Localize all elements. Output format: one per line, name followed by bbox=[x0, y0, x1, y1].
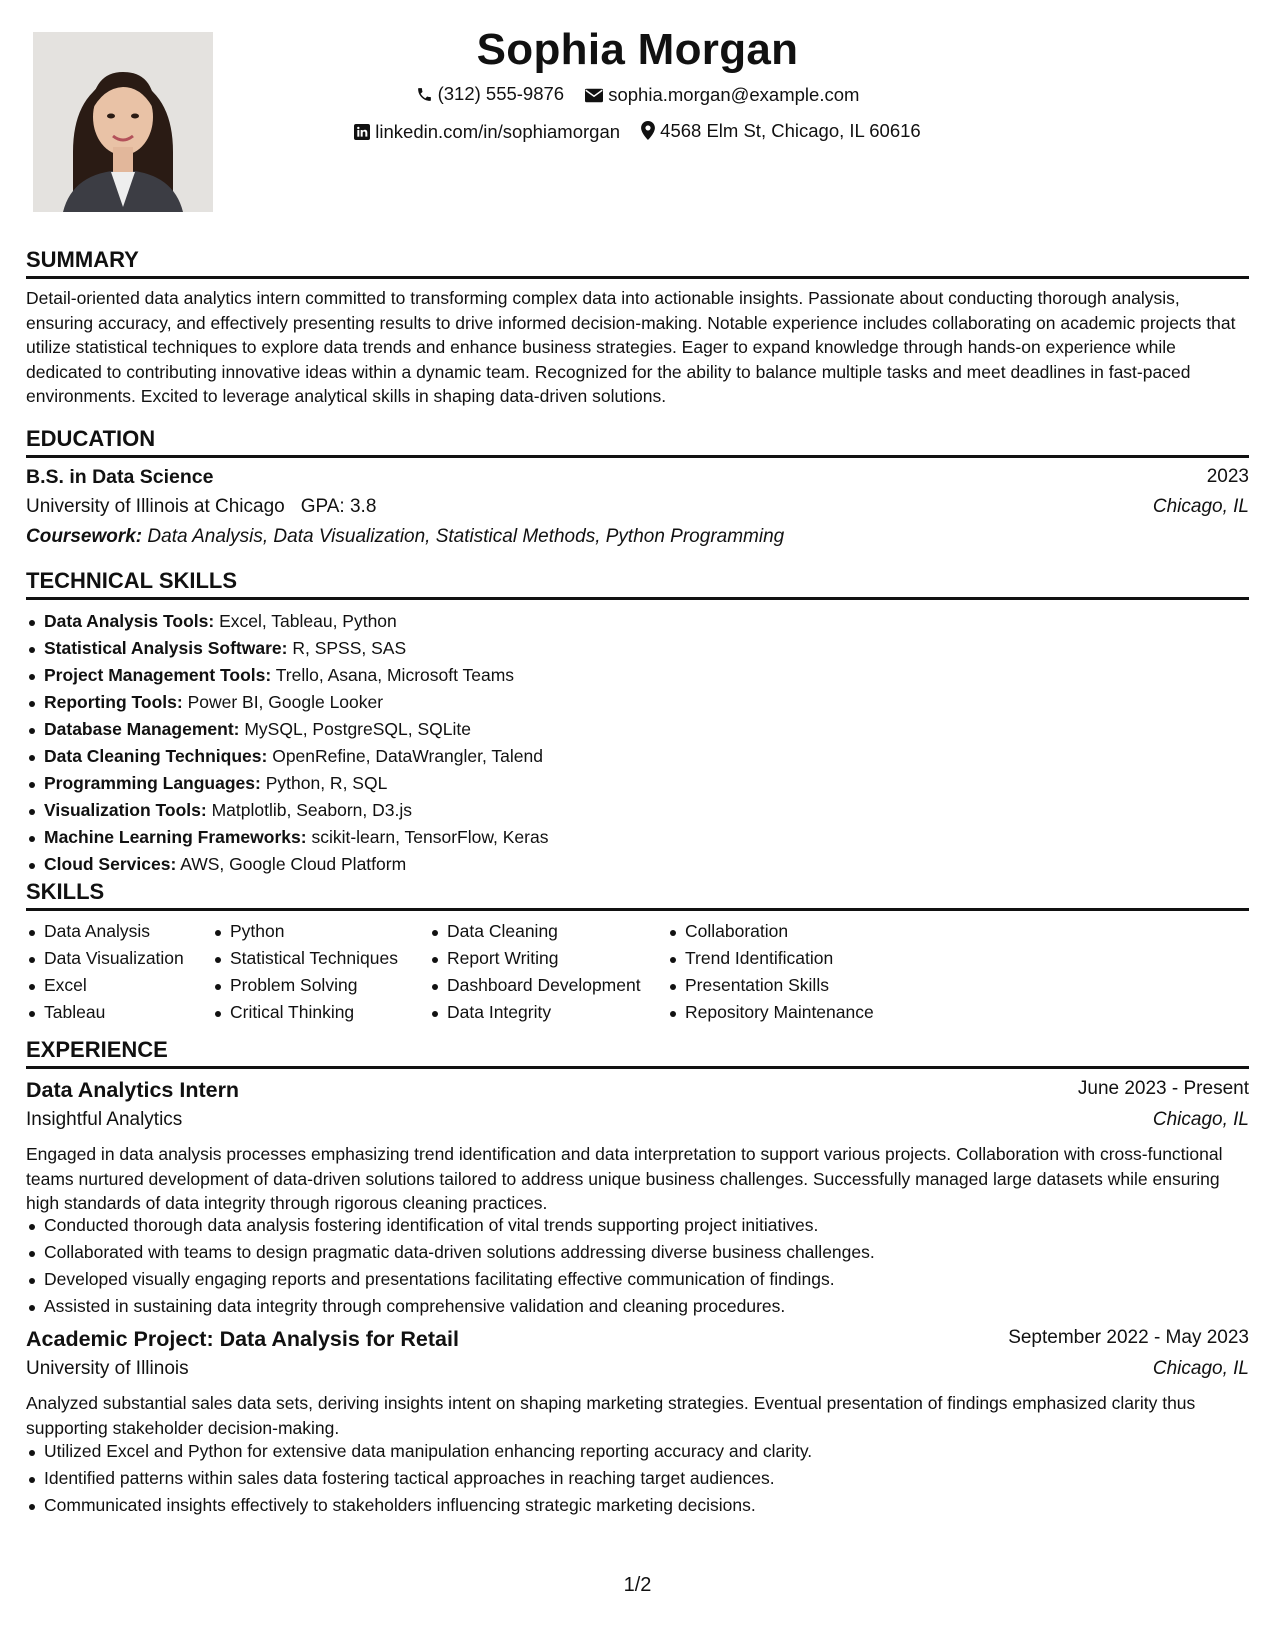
job-header-row bbox=[26, 1078, 1249, 1103]
skill-item: Dashboard Development bbox=[429, 972, 641, 999]
email-address[interactable]: sophia.morgan@example.com bbox=[608, 84, 860, 105]
candidate-name: Sophia Morgan bbox=[476, 25, 799, 74]
job-bullet: Developed visually engaging reports and presentations facilitating effective communication of findings. bbox=[26, 1266, 875, 1293]
job-description: Engaged in data analysis processes emphasizing trend identification and data interpretation to support various projects. Collaboration with cross-functional teams nurtured development of data-driven solutions tailored to address unique business challenges. Successfully managed large datasets while ensuring high standards of data integrity through rigorous cleaning practices. bbox=[26, 1144, 1223, 1213]
skills-heading: SKILLS bbox=[26, 878, 1249, 911]
technical-skill-label: Project Management Tools: bbox=[44, 665, 272, 685]
linkedin-contact bbox=[354, 116, 620, 148]
job-bullet: Assisted in sustaining data integrity through comprehensive validation and cleaning procedures. bbox=[26, 1293, 875, 1320]
address-contact bbox=[641, 115, 921, 147]
technical-skill-label: Programming Languages: bbox=[44, 773, 261, 793]
technical-skill-value: Trello, Asana, Microsoft Teams bbox=[275, 665, 515, 685]
contact-line-2 bbox=[26, 115, 1249, 151]
technical-skill-item bbox=[26, 689, 548, 716]
technical-skill-label: Reporting Tools: bbox=[44, 692, 183, 712]
skill-item: Trend Identification bbox=[667, 945, 874, 972]
job-location: Chicago, IL bbox=[1152, 1109, 1249, 1130]
phone-number: (312) 555-9876 bbox=[437, 83, 565, 104]
technical-skill-item bbox=[26, 608, 548, 635]
skill-item: Statistical Techniques bbox=[212, 945, 398, 972]
coursework-list: Data Analysis, Data Visualization, Statistical Methods, Python Programming bbox=[147, 526, 785, 547]
technical-skill-label: Database Management: bbox=[44, 719, 240, 739]
education-school-row bbox=[26, 496, 1249, 518]
job-header-row bbox=[26, 1327, 1249, 1352]
coursework-row bbox=[26, 526, 1249, 548]
technical-skill-label: Machine Learning Frameworks: bbox=[44, 827, 307, 847]
job-company-row bbox=[26, 1109, 1249, 1131]
job-bullet: Conducted thorough data analysis fostering identification of vital trends supporting project initiatives. bbox=[26, 1212, 875, 1239]
skill-item: Critical Thinking bbox=[212, 999, 398, 1026]
skill-item: Collaboration bbox=[667, 918, 874, 945]
summary-text: Detail-oriented data analytics intern committed to transforming complex data into actionable insights. Passionate about conducting thorough analysis, ensuring accuracy, and effectively presenting results to drive informed decision-making. Notable experience includes collaborating on academic projects that utilize statistical techniques to explore data trends and enhance business strategies. Eager to expand knowledge through hands-on experience while dedicated to contributing innovative ideas within a dynamic team. Recognized for the ability to balance multiple tasks and meet deadlines in fast-paced environments. Excited to leverage analytical skills in shaping data-driven solutions. bbox=[26, 288, 1236, 406]
school-name: University of Illinois at Chicago bbox=[26, 496, 285, 517]
technical-skill-item bbox=[26, 662, 548, 689]
job-dates: September 2022 - May 2023 bbox=[1008, 1327, 1249, 1348]
technical-skill-item bbox=[26, 797, 548, 824]
technical-skill-value: scikit-learn, TensorFlow, Keras bbox=[311, 827, 549, 847]
skill-item: Data Integrity bbox=[429, 999, 641, 1026]
skill-item: Report Writing bbox=[429, 945, 641, 972]
technical-skill-item bbox=[26, 635, 548, 662]
technical-skill-label: Statistical Analysis Software: bbox=[44, 638, 288, 658]
technical-skill-label: Visualization Tools: bbox=[44, 800, 207, 820]
technical-skill-value: Excel, Tableau, Python bbox=[219, 611, 397, 631]
page-number: 1/2 bbox=[623, 1574, 652, 1596]
technical-skill-item bbox=[26, 743, 548, 770]
technical-skill-value: MySQL, PostgreSQL, SQLite bbox=[244, 719, 471, 739]
envelope-icon bbox=[585, 88, 603, 103]
education-heading: EDUCATION bbox=[26, 425, 1249, 458]
graduation-year: 2023 bbox=[1206, 466, 1249, 487]
skill-item: Data Visualization bbox=[26, 945, 184, 972]
degree-name: B.S. in Data Science bbox=[26, 466, 214, 488]
email-contact bbox=[585, 79, 859, 111]
technical-skill-label: Data Cleaning Techniques: bbox=[44, 746, 268, 766]
technical-skill-item bbox=[26, 770, 548, 797]
job-location: Chicago, IL bbox=[1152, 1358, 1249, 1379]
skill-item: Presentation Skills bbox=[667, 972, 874, 999]
technical-skill-label: Data Analysis Tools: bbox=[44, 611, 215, 631]
job-bullet: Communicated insights effectively to stakeholders influencing strategic marketing decisions. bbox=[26, 1492, 812, 1519]
map-pin-icon bbox=[641, 121, 655, 140]
job-bullets bbox=[26, 1438, 812, 1519]
linkedin-url[interactable]: linkedin.com/in/sophiamorgan bbox=[375, 121, 621, 142]
education-degree-row bbox=[26, 466, 1249, 489]
coursework-label: Coursework: bbox=[26, 526, 143, 547]
resume-page bbox=[26, 0, 1249, 1650]
technical-skills-list bbox=[26, 608, 548, 878]
home-address: 4568 Elm St, Chicago, IL 60616 bbox=[660, 119, 921, 141]
skill-item: Problem Solving bbox=[212, 972, 398, 999]
technical-skill-item bbox=[26, 851, 548, 878]
technical-skill-label: Cloud Services: bbox=[44, 854, 177, 874]
school-location: Chicago, IL bbox=[1152, 496, 1249, 517]
job-company: University of Illinois bbox=[26, 1358, 189, 1379]
gpa: GPA: 3.8 bbox=[300, 496, 377, 517]
job-company: Insightful Analytics bbox=[26, 1109, 183, 1130]
linkedin-icon bbox=[354, 124, 370, 140]
job-bullet: Utilized Excel and Python for extensive data manipulation enhancing reporting accuracy and clarity. bbox=[26, 1438, 812, 1465]
skills-column bbox=[26, 918, 184, 1026]
job-company-row bbox=[26, 1358, 1249, 1380]
skill-item: Python bbox=[212, 918, 398, 945]
job-bullet: Collaborated with teams to design pragmatic data-driven solutions addressing diverse business challenges. bbox=[26, 1239, 875, 1266]
resume-header bbox=[26, 18, 1249, 150]
job-dates: June 2023 - Present bbox=[1077, 1078, 1249, 1099]
summary-heading: SUMMARY bbox=[26, 246, 1249, 279]
phone-icon bbox=[416, 86, 433, 103]
skill-item: Tableau bbox=[26, 999, 184, 1026]
job-title: Data Analytics Intern bbox=[26, 1078, 240, 1102]
job-description: Analyzed substantial sales data sets, deriving insights intent on shaping marketing strategies. Eventual presentation of findings emphasized clarity thus supporting stakeholder decision-making. bbox=[26, 1393, 1196, 1438]
technical-skill-value: Matplotlib, Seaborn, D3.js bbox=[211, 800, 412, 820]
technical-skills-heading: TECHNICAL SKILLS bbox=[26, 567, 1249, 600]
technical-skill-value: Power BI, Google Looker bbox=[187, 692, 384, 712]
technical-skill-item bbox=[26, 824, 548, 851]
job-bullet: Identified patterns within sales data fostering tactical approaches in reaching target audiences. bbox=[26, 1465, 812, 1492]
skill-item: Data Cleaning bbox=[429, 918, 641, 945]
skill-item: Data Analysis bbox=[26, 918, 184, 945]
skills-column bbox=[429, 918, 641, 1026]
phone-contact bbox=[416, 78, 565, 110]
technical-skill-value: Python, R, SQL bbox=[265, 773, 388, 793]
technical-skill-value: OpenRefine, DataWrangler, Talend bbox=[272, 746, 543, 766]
contact-line-1 bbox=[26, 78, 1249, 113]
experience-heading: EXPERIENCE bbox=[26, 1036, 1249, 1069]
technical-skill-item bbox=[26, 716, 548, 743]
skill-item: Excel bbox=[26, 972, 184, 999]
skill-item: Repository Maintenance bbox=[667, 999, 874, 1026]
skills-column bbox=[667, 918, 874, 1026]
technical-skill-value: AWS, Google Cloud Platform bbox=[180, 854, 407, 874]
technical-skill-value: R, SPSS, SAS bbox=[292, 638, 407, 658]
skills-column bbox=[212, 918, 398, 1026]
job-title: Academic Project: Data Analysis for Retail bbox=[26, 1327, 459, 1351]
job-bullets bbox=[26, 1212, 875, 1320]
